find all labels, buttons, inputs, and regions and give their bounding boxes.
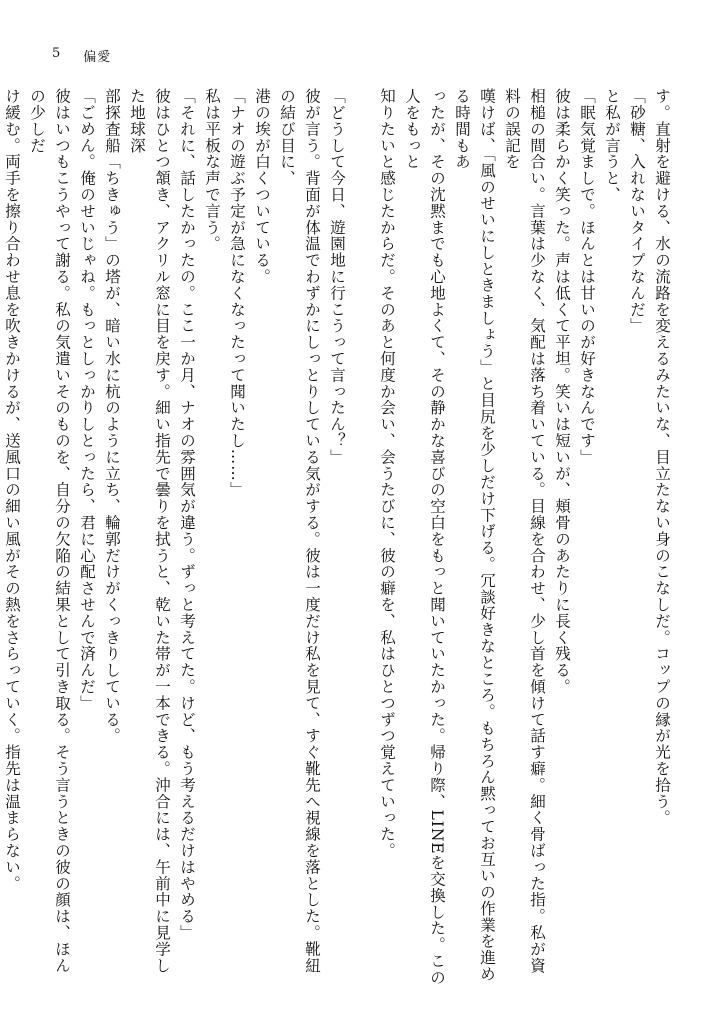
text-line: 「砂糖、入れないタイプなんだ」 [628,88,646,334]
text-line: 私は平板な声で言う。 [203,88,221,252]
text-line: 「眠気覚ましで。ほんとは甘いのが好きなんです」 [578,88,596,466]
text-line: ったが、その沈黙までも心地よくて、その静かな喜びの空白をもっと聞いていたかった。帰り際、LINEを交換した。この人をもっと [403,88,446,986]
text-line: 彼は柔らかく笑った。声は低くて平坦。笑いは短いが、頬骨のあたりに長く残る。 [553,88,571,695]
text-line: と私が言うと、 [603,88,621,203]
text-line: 知りたいと感じたからだ。そのあと何度か会い、会うたびに、彼の癖を、私はひとつずつ覚えていった。 [378,88,396,859]
text-line: 部探査船「ちきゅう」の塔が、暗い水に杭のように立ち、輪郭だけがくっきりしている。 [103,88,121,744]
text-line: 彼はいつもこうやって謝る。私の気遣いそのものを、自分の欠陥の結果として引き取る。そう言うときの彼の顔は、ほんの少しだ [28,88,71,974]
text-line: け緩む。両手を擦り合わせ息を吹きかけるが、送風口の細い風がその熱をさらっていく。指先は温まらない。 [3,88,21,892]
text-line: 港の埃が白くついている。 [253,88,271,285]
blank-line [349,88,374,988]
text-line: す。直射を避ける、水の流路を変えるみたいな、目立たない身のこなしだ。コップの縁が光を拾う。 [653,88,671,826]
text-line: 「それに、話したかったの。ここ一か月、ナオの雰囲気が違う。ずっと考えてた。けど、もう考えるだけはやめる」 [178,88,196,941]
text-line: 「どうして今日、遊園地に行こうって言ったん？」 [328,88,346,466]
chapter-title: 偏愛 [83,50,112,65]
page-number: 5 [52,46,62,61]
text-line: 嘆けば、「風のせいにしときましょう」と目尻を少しだけ下げる。冗談好きなところ。もちろん黙ってお互いの作業を進める時間もあ [453,88,496,983]
running-header [52,46,111,65]
text-line: 相槌の間合い。言葉は少なく、気配は落ち着いている。目線を合わせ、少し首を傾けて話す癖。細く骨ばった指。私が資料の誤記を [503,88,546,974]
text-line: 「ごめん。俺のせいじゃね。もっとしっかりしとったら、君に心配させんで済んだ」 [78,88,96,712]
text-line: 彼はひとつ頷き、アクリル窓に目を戻す。細い指先で曇りを拭うと、乾いた帯が一本できる。沖合には、午前中に見学した地球深 [128,88,171,974]
novel-body-text [3,88,674,988]
text-line: 彼が言う。背面が体温でわずかにしっとりしている気がする。彼は一度だけ私を見て、すぐ靴先へ視線を落とした。靴紐の結び目に、 [278,88,321,974]
text-line: 「ナオの遊ぶ予定が急になくなったって聞いたし……」 [228,88,246,498]
